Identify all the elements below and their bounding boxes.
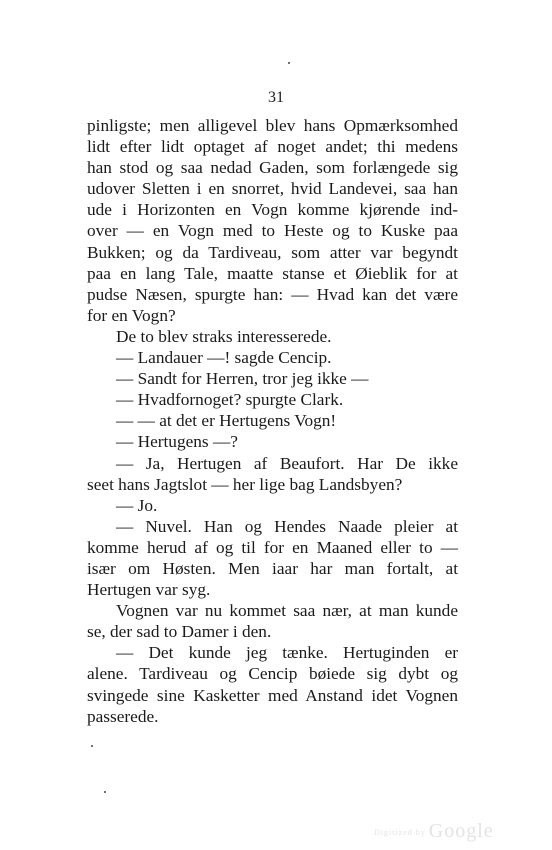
page-number: 31 <box>268 89 284 106</box>
text-line: pudse Næsen, spurgte han: — Hvad kan det være <box>87 284 458 304</box>
text-line: seet hans Jagtslot — her lige bag Landsbyen? <box>87 474 403 494</box>
text-line: ude i Horizonten en Vogn komme kjørende ind- <box>87 200 458 220</box>
text-line: passerede. <box>87 706 159 726</box>
text-line: — Hertugens —? <box>116 432 238 452</box>
watermark-small-text: Digitized by <box>374 827 426 837</box>
text-line: — Nuvel. Han og Hendes Naade pleier at <box>116 516 458 536</box>
text-line: — Hvadfornoget? spurgte Clark. <box>116 390 344 410</box>
text-block <box>87 115 458 727</box>
text-line: paa en lang Tale, maatte stanse et Øieblik for at <box>87 263 458 283</box>
text-line: De to blev straks interesserede. <box>116 326 332 346</box>
text-line: komme herud af og til for en Maaned eller to — <box>87 537 458 557</box>
text-line: Hertugen var syg. <box>87 580 211 600</box>
text-line: pinligste; men alligevel blev hans Opmærksomhed <box>87 116 458 135</box>
text-line: svingede sine Kasketter med Anstand idet Vognen <box>87 685 458 705</box>
text-line: — Ja, Hertugen af Beaufort. Har De ikke <box>116 453 458 473</box>
text-line: Bukken; og da Tardiveau, som atter var begyndt <box>87 242 458 262</box>
text-line: Vognen var nu kommet saa nær, at man kunde <box>116 601 458 621</box>
speck <box>104 791 106 793</box>
text-line: især om Høsten. Men iaar har man fortalt, at <box>87 558 458 578</box>
google-watermark <box>374 820 494 843</box>
text-line: — Sandt for Herren, tror jeg ikke — <box>116 369 369 389</box>
text-line: han stod og saa nedad Gaden, som forlængede sig <box>87 158 458 178</box>
text-line: lidt efter lidt optaget af noget andet; thi medens <box>87 137 458 157</box>
text-line: — Jo. <box>116 495 158 515</box>
text-line: — — at det er Hertugens Vogn! <box>116 411 337 431</box>
speck <box>288 62 290 64</box>
watermark-large-text: Google <box>428 820 494 842</box>
text-line: for en Vogn? <box>87 305 176 325</box>
speck <box>91 745 93 747</box>
text-line: se, der sad to Damer i den. <box>87 622 272 642</box>
text-line: — Det kunde jeg tænke. Hertuginden er <box>116 643 458 663</box>
text-line: — Landauer —! sagde Cencip. <box>116 348 332 368</box>
text-line: udover Sletten i en snorret, hvid Landevei, saa han <box>87 179 458 199</box>
text-line: over — en Vogn med to Heste og to Kuske paa <box>87 221 458 241</box>
text-line: alene. Tardiveau og Cencip bøiede sig dybt og <box>87 664 458 684</box>
